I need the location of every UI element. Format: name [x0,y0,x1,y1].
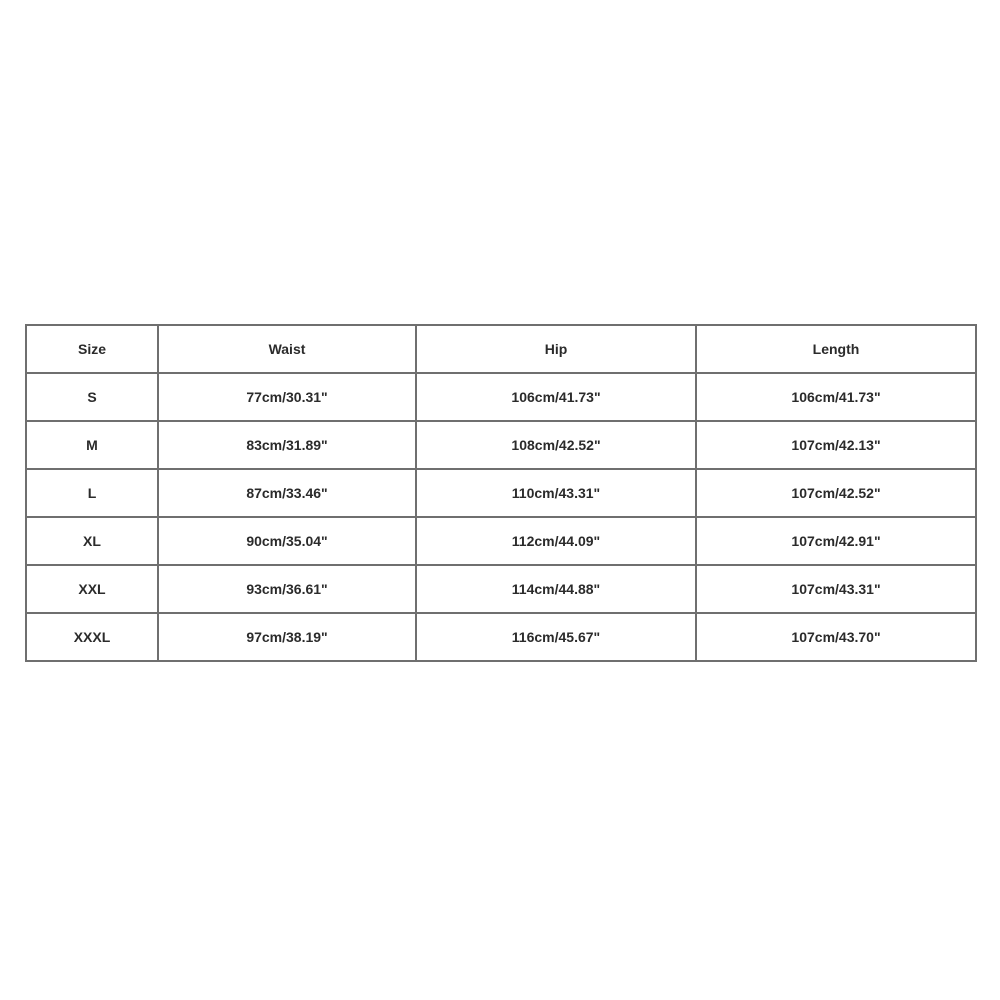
header-row [26,325,976,373]
table-row [26,421,976,469]
cell-hip: 106cm/41.73" [416,373,696,421]
cell-waist: 83cm/31.89" [158,421,416,469]
table-row [26,613,976,661]
table-row [26,373,976,421]
cell-waist: 90cm/35.04" [158,517,416,565]
table-row [26,565,976,613]
cell-length: 107cm/43.31" [696,565,976,613]
header-cell-hip: Hip [416,325,696,373]
cell-size: M [26,421,158,469]
cell-hip: 114cm/44.88" [416,565,696,613]
cell-size: XL [26,517,158,565]
cell-waist: 97cm/38.19" [158,613,416,661]
cell-size: XXL [26,565,158,613]
cell-length: 106cm/41.73" [696,373,976,421]
cell-waist: 93cm/36.61" [158,565,416,613]
table-row [26,517,976,565]
header-cell-size: Size [26,325,158,373]
cell-size: S [26,373,158,421]
size-chart-table [25,324,977,662]
cell-waist: 87cm/33.46" [158,469,416,517]
table-row [26,469,976,517]
cell-length: 107cm/42.52" [696,469,976,517]
cell-hip: 110cm/43.31" [416,469,696,517]
cell-length: 107cm/43.70" [696,613,976,661]
cell-hip: 112cm/44.09" [416,517,696,565]
cell-hip: 108cm/42.52" [416,421,696,469]
header-cell-waist: Waist [158,325,416,373]
cell-size: XXXL [26,613,158,661]
cell-size: L [26,469,158,517]
cell-length: 107cm/42.91" [696,517,976,565]
header-cell-length: Length [696,325,976,373]
cell-waist: 77cm/30.31" [158,373,416,421]
cell-hip: 116cm/45.67" [416,613,696,661]
cell-length: 107cm/42.13" [696,421,976,469]
